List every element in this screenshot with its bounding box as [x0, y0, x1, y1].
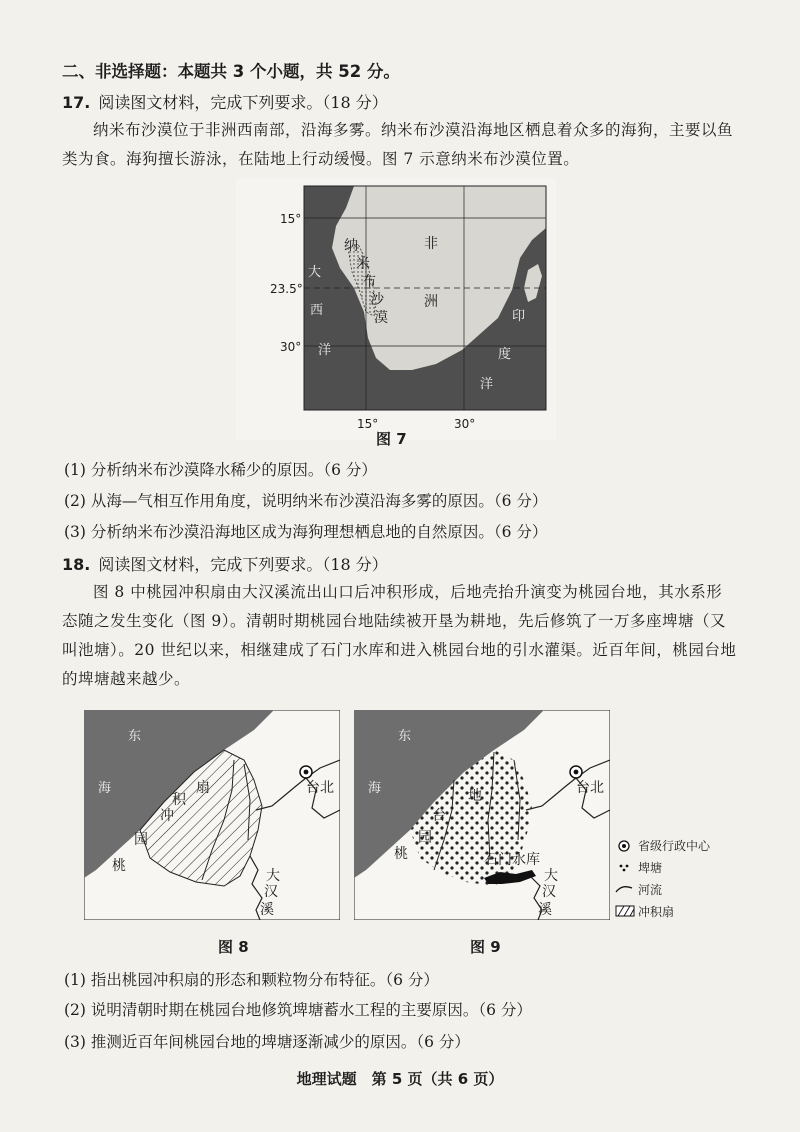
q17-question-2: (2) 从海—气相互作用角度，说明纳米布沙漠沿海多雾的原因。（6 分）	[64, 492, 548, 510]
legend-label-4: 冲积扇	[638, 905, 675, 919]
legend-label-3: 河流	[638, 883, 663, 897]
fan-char-5: 扇	[196, 780, 210, 796]
indian-char-2: 度	[498, 347, 512, 362]
terrace-char-3: 台	[432, 808, 446, 824]
fan-char-4: 积	[172, 792, 186, 808]
q18-passage: 图 8 中桃园冲积扇由大汉溪流出山口后冲积形成，后地壳抬升演变为桃园台地，其水系形态随之发生变化（图 9）。清朝时期桃园台地陆续被开垦为耕地，先后修筑了一万多座埤塘（又叫池塘）。20 世纪以来，相继建成了石门水库和进入桃园台地的引水灌渠。近百年间，桃园台地的埤塘越来越少。	[62, 583, 737, 688]
figure-8-map	[84, 710, 340, 920]
fan-char-2: 园	[134, 832, 148, 848]
lat-label-23-5: 23.5°	[270, 282, 303, 296]
section-title: 二、非选择题：本题共 3 个小题，共 52 分。	[62, 62, 400, 81]
lat-label-30: 30°	[280, 340, 302, 354]
fan-char-1: 桃	[112, 858, 126, 874]
q17-passage: 纳米布沙漠位于非洲西南部，沿海多雾。纳米布沙漠沿海地区栖息着众多的海狗，主要以鱼类为食。海狗擅长游泳，在陆地上行动缓慢。图 7 示意纳米布沙漠位置。	[62, 121, 734, 168]
indian-char-3: 洋	[480, 377, 494, 392]
atlantic-char-2: 西	[310, 303, 324, 318]
lon-label-15: 15°	[357, 417, 379, 431]
lon-label-30: 30°	[454, 417, 476, 431]
indian-char-1: 印	[512, 309, 526, 324]
terrace-char-2: 园	[418, 830, 432, 846]
legend-label-1: 省级行政中心	[638, 839, 711, 853]
page-footer: 地理试题 第 5 页（共 6 页）	[296, 1070, 504, 1088]
q17-number: 17.	[62, 93, 91, 112]
figure-7-map	[236, 178, 556, 440]
map-legend	[614, 836, 724, 920]
desert-char-5: 漠	[374, 310, 388, 326]
reservoir-label: 石门水库	[484, 852, 540, 868]
figure-9-caption: 图 9	[470, 938, 501, 956]
terrace-char-1: 桃	[394, 846, 408, 862]
river-char-8-3: 溪	[260, 902, 274, 918]
q17-question-3: (3) 分析纳米布沙漠沿海地区成为海狗理想栖息地的自然原因。（6 分）	[64, 523, 548, 541]
river-icon	[616, 887, 632, 892]
q18-question-2: (2) 说明清朝时期在桃园台地修筑埤塘蓄水工程的主要原因。（6 分）	[64, 1001, 532, 1019]
city-label-8: 台北	[306, 780, 334, 796]
sea-char-9-2: 海	[368, 781, 382, 796]
legend-label-2: 埤塘	[638, 861, 663, 875]
figure-8-caption: 图 8	[218, 938, 249, 956]
river-char-9-1: 大	[544, 868, 558, 884]
river-char-8-2: 汉	[264, 884, 278, 900]
continent-char-1: 非	[424, 236, 438, 252]
hatch-icon	[616, 906, 634, 916]
fan-char-3: 冲	[160, 808, 174, 824]
terrace-char-4: 地	[468, 788, 482, 804]
atlantic-char-1: 大	[308, 265, 322, 280]
q17-question-1: (1) 分析纳米布沙漠降水稀少的原因。（6 分）	[64, 461, 377, 479]
q18-question-3: (3) 推测近百年间桃园台地的埤塘逐渐减少的原因。（6 分）	[64, 1033, 470, 1051]
figure-7-caption: 图 7	[376, 430, 407, 448]
atlantic-char-3: 洋	[318, 343, 332, 358]
continent-char-2: 洲	[424, 294, 438, 310]
city-label-9: 台北	[576, 780, 604, 796]
lat-label-15: 15°	[280, 212, 302, 226]
q17-header	[62, 90, 388, 113]
pond-icon	[620, 865, 629, 872]
q18-question-1: (1) 指出桃园冲积扇的形态和颗粒物分布特征。（6 分）	[64, 971, 439, 989]
q18-number: 18.	[62, 555, 91, 574]
desert-char-1: 纳	[344, 238, 358, 254]
river-char-9-3: 溪	[538, 902, 552, 918]
desert-char-4: 沙	[370, 292, 384, 308]
desert-char-3: 布	[362, 274, 376, 290]
q18-instruction: 阅读图文材料，完成下列要求。（18 分）	[98, 555, 388, 574]
river-char-9-2: 汉	[542, 884, 556, 900]
river-char-8-1: 大	[266, 868, 280, 884]
q17-instruction: 阅读图文材料，完成下列要求。（18 分）	[98, 93, 388, 112]
sea-char-9-1: 东	[398, 729, 412, 744]
q18-header	[62, 552, 388, 575]
sea-char-8-1: 东	[128, 729, 142, 744]
desert-char-2: 米	[356, 256, 370, 272]
figure-9-map	[354, 710, 610, 920]
sea-char-8-2: 海	[98, 781, 112, 796]
